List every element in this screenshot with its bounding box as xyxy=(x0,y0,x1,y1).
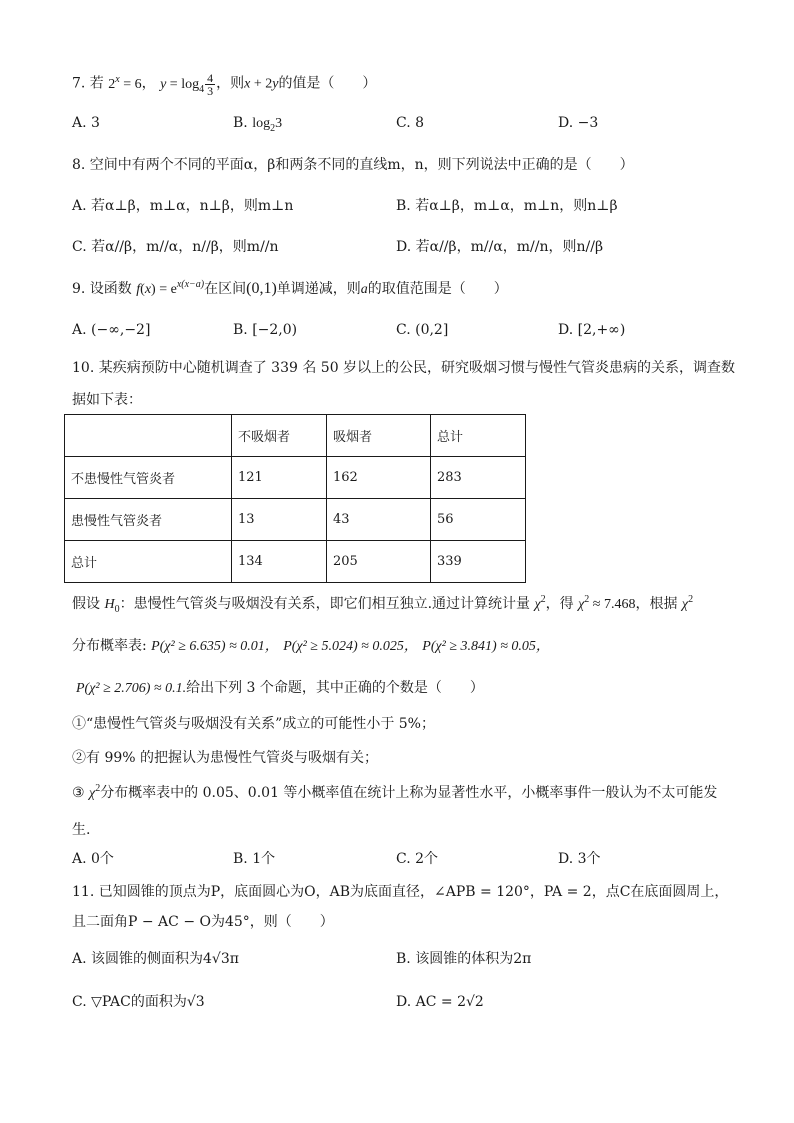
q10-statement-1: ①“患慢性气管炎与吸烟没有关系”成立的可能性小于 5%； xyxy=(72,716,435,732)
q7-expr-1: $2^x = 6$ xyxy=(108,73,142,92)
q10-option-b[interactable]: B. 1个 xyxy=(233,851,276,867)
q11-option-c[interactable]: C. ▽PAC的面积为√3 xyxy=(72,994,205,1010)
q7-option-d[interactable]: D. −3 xyxy=(558,115,599,131)
q10-prob-4: P(χ² ≥ 2.706) ≈ 0.1. xyxy=(76,681,187,696)
table-cell: 不患慢性气管炎者 xyxy=(65,457,232,499)
table-cell: 134 xyxy=(232,541,327,583)
q11-option-a[interactable]: A. 该圆锥的侧面积为4√3π xyxy=(72,951,239,967)
q9-stem-part: 的取值范围是（ ） xyxy=(367,281,508,297)
q9-option-c[interactable]: C. (0,2] xyxy=(396,322,449,338)
q9-option-d[interactable]: D. [2,+∞) xyxy=(558,322,626,338)
q8-option-d[interactable]: D. 若α//β，m//α，m//n，则n//β xyxy=(396,239,604,255)
table-cell: 患慢性气管炎者 xyxy=(65,499,232,541)
q10-hyp-part: ：患慢性气管炎与吸烟没有关系，即它们相互独立.通过计算统计量 xyxy=(119,596,531,612)
q10-chi2: $\chi^2$ xyxy=(681,594,694,612)
q9-stem-part: 单调递减，则 xyxy=(276,281,361,297)
table-header-cell xyxy=(65,415,232,457)
q10-hyp-part: ，得 xyxy=(545,596,574,612)
q10-distribution xyxy=(72,636,550,657)
q9-option-a[interactable]: A. (−∞,−2] xyxy=(72,322,151,338)
table-row xyxy=(65,457,526,499)
table-header-row xyxy=(65,415,526,457)
table-cell: 43 xyxy=(327,499,431,541)
q9-function: $f(x) = e^{x(x-a)}$ xyxy=(136,279,205,297)
q7-stem-part: ，则 xyxy=(216,75,245,92)
table-header-cell: 吸烟者 xyxy=(327,415,431,457)
table-cell: 205 xyxy=(327,541,431,583)
table-cell: 283 xyxy=(431,457,526,499)
q8-stem: 8. 空间中有两个不同的平面α，β和两条不同的直线m，n，则下列说法中正确的是（ ） xyxy=(72,157,634,173)
q8-option-b[interactable]: B. 若α⊥β，m⊥α，m⊥n，则n⊥β xyxy=(396,198,618,214)
q10-h0: $H_0$ xyxy=(104,597,120,615)
q7-option-a[interactable]: A. 3 xyxy=(72,115,100,131)
q7-option-b[interactable] xyxy=(233,113,282,134)
q7-option-c[interactable]: C. 8 xyxy=(396,115,425,131)
q10-s3-part: ③ xyxy=(72,785,85,801)
q10-stem-line1: 10. 某疾病预防中心随机调查了 339 名 50 岁以上的公民，研究吸烟习惯与慢性气管炎患病的关系，调查数 xyxy=(72,360,736,376)
q10-chi2-value: $\chi^2 \approx 7.468$ xyxy=(578,594,636,612)
q9-option-b[interactable]: B. [−2,0) xyxy=(233,322,298,338)
q10-hyp-part: 假设 xyxy=(72,596,100,612)
q9-stem-part: 在区间 xyxy=(204,281,247,297)
q7-stem-part: 7. 若 xyxy=(72,75,104,92)
q10-statement-3-cont: 生. xyxy=(72,822,91,838)
q11-option-d[interactable]: D. AC = 2√2 xyxy=(396,994,484,1010)
table-header-cell: 不吸烟者 xyxy=(232,415,327,457)
q9-stem xyxy=(72,279,508,300)
q10-stem-line2: 据如下表： xyxy=(72,392,142,408)
q10-chi2: $\chi^2$ xyxy=(534,594,546,612)
q7-option-b-label: B. xyxy=(233,115,248,131)
table-cell: 总计 xyxy=(65,541,232,583)
table-row xyxy=(65,499,526,541)
q9-var-a: a xyxy=(360,282,368,297)
q11-stem-line1: 11. 已知圆锥的顶点为P，底面圆心为O，AB为底面直径，∠APB = 120°，PA = 2，点C在底面圆周上， xyxy=(72,884,729,900)
q7-stem-part: ， xyxy=(141,75,156,92)
table-cell: 121 xyxy=(232,457,327,499)
q8-option-a[interactable]: A. 若α⊥β，m⊥α，n⊥β，则m⊥n xyxy=(72,198,294,214)
q9-stem-part: 9. 设函数 xyxy=(72,281,132,297)
q10-statement-3 xyxy=(72,783,717,804)
q7-stem xyxy=(72,72,376,97)
table-header-cell: 总计 xyxy=(431,415,526,457)
q10-hyp-part: ，根据 xyxy=(635,596,678,612)
table-cell: 339 xyxy=(431,541,526,583)
q10-dist-label: 分布概率表: xyxy=(72,638,147,654)
q7-stem-part: 的值是（ ） xyxy=(278,75,377,92)
q10-prob-1: P(χ² ≥ 6.635) ≈ 0.01， xyxy=(151,639,279,654)
q7-option-b-expr: $\log_23$ xyxy=(252,116,283,134)
q10-prob-2: P(χ² ≥ 5.024) ≈ 0.025， xyxy=(283,639,418,654)
q10-hypothesis xyxy=(72,594,693,615)
q10-prob-3: P(χ² ≥ 3.841) ≈ 0.05， xyxy=(422,639,550,654)
q10-chi2: $\chi^2$ xyxy=(89,783,101,801)
q10-s3-part: 分布概率表中的 0.05、0.01 等小概率值在统计上称为显著性水平，小概率事件一般认为不太可能发 xyxy=(100,785,718,801)
q11-stem-line2: 且二面角P − AC − O为45°，则（ ） xyxy=(72,914,334,930)
table-cell: 162 xyxy=(327,457,431,499)
q10-prob-line2 xyxy=(76,678,484,699)
q11-option-b[interactable]: B. 该圆锥的体积为2π xyxy=(396,951,532,967)
q10-data-table xyxy=(64,414,526,583)
q8-option-c[interactable]: C. 若α//β，m//α，n//β，则m//n xyxy=(72,239,279,255)
q10-question: 给出下列 3 个命题，其中正确的个数是（ ） xyxy=(186,680,484,696)
q7-expr-3: x + 2y xyxy=(244,76,279,92)
q7-expr-2: $y = \log_4$ $\frac{4}{3}$ xyxy=(160,71,214,98)
q10-statement-2: ②有 99% 的把握认为患慢性气管炎与吸烟有关； xyxy=(72,750,379,766)
q10-option-c[interactable]: C. 2个 xyxy=(396,851,439,867)
q7-option-b-log: log xyxy=(252,116,271,131)
table-cell: 56 xyxy=(431,499,526,541)
table-cell: 13 xyxy=(232,499,327,541)
table-row xyxy=(65,541,526,583)
q9-interval: (0,1) xyxy=(246,280,277,297)
q10-option-d[interactable]: D. 3个 xyxy=(558,851,601,867)
q10-option-a[interactable]: A. 0个 xyxy=(72,851,114,867)
